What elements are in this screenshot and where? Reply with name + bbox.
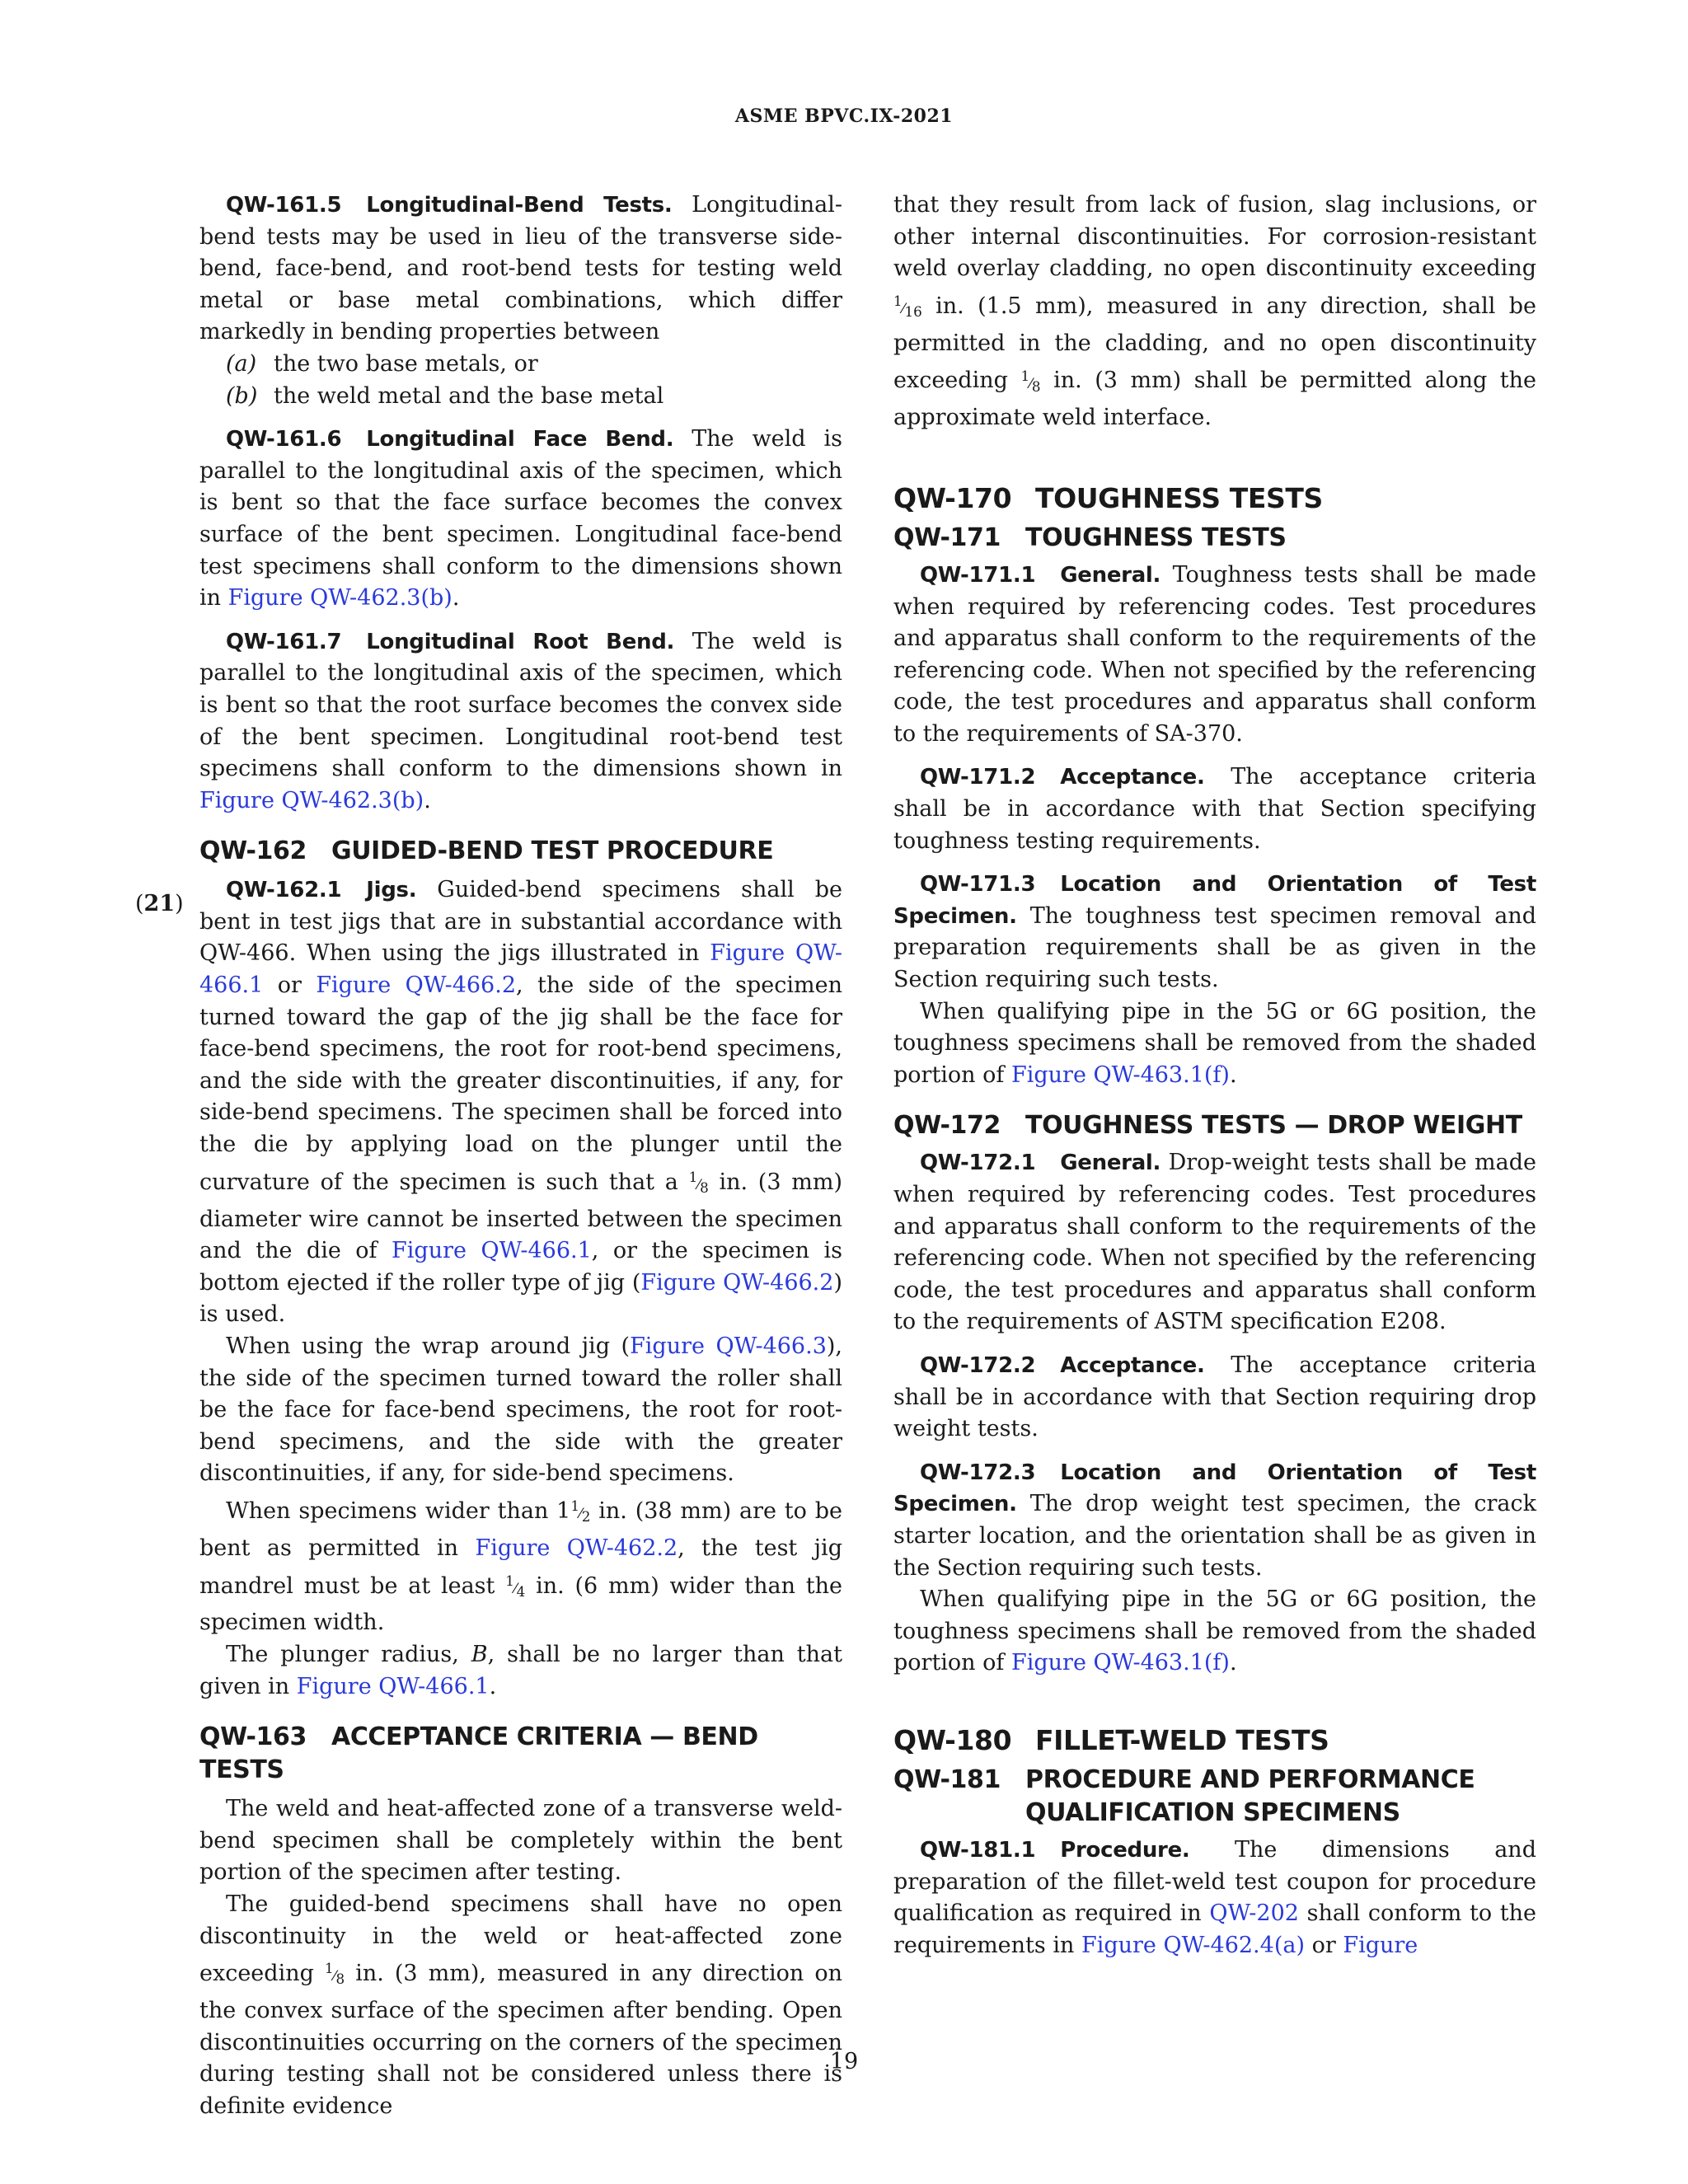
punctuation: . [452, 585, 460, 612]
fraction-denominator: 8 [335, 1971, 345, 1988]
list-item [199, 349, 842, 381]
paragraph-text: that they result from lack of fusion, slag inclusions, or other internal discontinuities. For corrosion-resistant weld overlay cladding, no open discontinuity exceeding [893, 192, 1536, 282]
fraction-numerator: 1 [570, 1497, 579, 1514]
paragraph-text: or [1311, 1932, 1336, 1958]
paragraph-text: When qualifying pipe in the 5G or 6G position, the toughness specimens shall be removed from the shaded portion of [893, 1586, 1536, 1676]
figure-link[interactable]: Figure [1343, 1932, 1418, 1958]
punctuation: . [1229, 1650, 1237, 1676]
figure-link[interactable]: Figure QW-463.1(f) [1011, 1650, 1230, 1676]
list-label: (a) [226, 350, 257, 377]
paragraph-plunger-radius [199, 1639, 842, 1703]
paragraph-text: in. (3 mm) diameter wire cannot be inserted between the specimen and the die of [199, 1169, 842, 1264]
fraction-denominator: 8 [1031, 377, 1041, 395]
paragraph-qw-162-1 [199, 874, 842, 1331]
list-label: (b) [226, 382, 258, 409]
section-number: QW-172.2 [920, 1352, 1036, 1378]
section-title: Acceptance. [1060, 1352, 1205, 1378]
paragraph-qw-161-6 [199, 424, 842, 615]
paragraph-text: When specimens wider than 1 [226, 1498, 571, 1525]
heading-qw-181 [893, 1764, 1536, 1830]
paragraph-text: The plunger radius, [226, 1642, 459, 1668]
fraction: $^1⁄_{16}$ [893, 292, 922, 321]
heading-code: QW-162 [199, 837, 307, 866]
heading-code: QW-163 [199, 1722, 307, 1752]
paragraph-qw-161-5 [199, 190, 842, 349]
heading-code: QW-171 [893, 523, 1001, 552]
running-header: ASME BPVC.IX-2021 [734, 105, 954, 127]
punctuation: . [424, 787, 431, 813]
fraction-denominator: 4 [516, 1582, 526, 1600]
section-title: Procedure. [1060, 1837, 1190, 1863]
paragraph-wider-specimens [199, 1490, 842, 1639]
fraction-numerator: 1 [505, 1572, 514, 1589]
section-number: QW-171.2 [920, 765, 1036, 790]
figure-link[interactable]: Figure QW-462.3(b) [199, 787, 424, 813]
heading-title: FILLET-WELD TESTS [1035, 1723, 1329, 1756]
paragraph-acceptance-1: The weld and heat-affected zone of a transverse weld-bend specimen shall be completely within the bent portion of the specimen after testing. [199, 1796, 842, 1886]
paragraph-text: The guided-bend specimens shall have no open discontinuity in the weld or heat-affected zone exceeding [199, 1891, 842, 1987]
fraction-numerator: 1 [324, 1960, 334, 1977]
figure-link[interactable]: Figure QW-466.2 [640, 1269, 834, 1296]
section-title: Longitudinal Root Bend. [366, 629, 675, 654]
section-number: QW-162.1 [226, 878, 342, 903]
heading-qw-163 [199, 1721, 842, 1787]
section-title: General. [1060, 562, 1161, 588]
section-title: General. [1060, 1151, 1161, 1176]
fraction: $^1⁄_8$ [688, 1168, 709, 1196]
figure-link[interactable]: Figure QW-466.1 [296, 1673, 490, 1699]
punctuation: . [1229, 1062, 1237, 1088]
section-title: Jigs. [366, 878, 417, 903]
paragraph-qw-172-2 [893, 1350, 1536, 1446]
right-column [893, 190, 1536, 1961]
section-number: QW-172.3 [920, 1460, 1036, 1485]
paragraph-text: The acceptance criteria shall be in accordance with that Section specifying toughness testing requirements. [893, 764, 1536, 854]
revision-margin-note: (21) [135, 891, 184, 916]
heading-title: TOUGHNESS TESTS [1035, 481, 1323, 514]
heading-qw-172 [893, 1109, 1536, 1142]
paragraph-qw-181-1 [893, 1835, 1536, 1961]
paragraph-text: The weld is parallel to the longitudinal axis of the specimen, which is bent so that the face surface becomes the convex surface of the bent specimen. Longitudinal face-bend test specimens shall conform to the dimensions shown in [199, 426, 843, 612]
section-number: QW-161.6 [226, 427, 342, 452]
fraction-numerator: 1 [688, 1168, 698, 1185]
heading-title: GUIDED-BEND TEST PROCEDURE [331, 837, 774, 866]
left-column [199, 190, 842, 2123]
paragraph-text: Toughness tests shall be made when required by referencing codes. Test procedures and apparatus shall conform to the requirements of the referencing code. When not specified by the referencing code, the test procedures and apparatus shall conform to the requirements of SA-370. [893, 561, 1536, 747]
section-title: Longitudinal Face Bend. [366, 427, 674, 452]
section-link[interactable]: QW-202 [1209, 1900, 1299, 1927]
paragraph-text: ) is used. [199, 1269, 842, 1328]
page-number: 19 [829, 2049, 859, 2074]
paragraph-text: Drop-weight tests shall be made when required by referencing codes. Test procedures and apparatus shall conform to the requirements of the referencing code. When not specified by the referencing code, the test procedures and apparatus shall conform to the requirements of ASTM specification E208. [893, 1150, 1536, 1335]
paragraph-text: Guided-bend specimens shall be bent in test jigs that are in substantial accordance with QW-466. When using the jigs illustrated in [199, 877, 842, 967]
heading-code: QW-180 [893, 1723, 1012, 1756]
paragraph-text: The toughness test specimen removal and preparation requirements shall be as given in the Section requiring such tests. [893, 902, 1536, 993]
fraction-numerator: 1 [1020, 367, 1030, 384]
punctuation: . [489, 1673, 497, 1699]
heading-qw-180 [893, 1722, 1536, 1759]
list-text: the weld metal and the base metal [274, 382, 664, 409]
section-title: Location and Orientation of Test Specimen. [893, 872, 1536, 929]
heading-code: QW-181 [893, 1765, 1001, 1794]
section-title: Longitudinal-Bend Tests. [366, 193, 673, 218]
paragraph-text: , the side of the specimen turned toward the gap of the jig shall be the face for face-bend specimens, the root for root-bend specimens, and the side with the greater discontinuities, if any, for side-bend specimens. The specimen shall be forced into the die by applying load on the plunger until the curvature of the specimen is such that a [199, 972, 842, 1195]
list-item [199, 381, 842, 413]
fraction-numerator: 1 [893, 292, 903, 309]
fraction-denominator: 2 [581, 1508, 591, 1526]
figure-link[interactable]: Figure QW-462.2 [475, 1535, 678, 1561]
heading-title: TOUGHNESS TESTS — DROP WEIGHT [1025, 1111, 1522, 1141]
figure-link[interactable]: Figure QW-466.1 [392, 1238, 592, 1264]
section-number: QW-161.7 [226, 629, 342, 654]
figure-link[interactable]: Figure QW-462.3(b) [227, 585, 452, 612]
heading-title: PROCEDURE AND PERFORMANCE QUALIFICATION SPECIMENS [1025, 1765, 1475, 1827]
paragraph-qw-161-7 [199, 626, 842, 818]
paragraph-text: The weld is parallel to the longitudinal axis of the specimen, which is bent so that the root surface becomes the convex side of the bent specimen. Longitudinal root-bend test specimens shall conform to the dimensions shown in [199, 628, 842, 782]
paragraph-text: , shall be no larger than that given in [199, 1642, 842, 1699]
section-number: QW-161.5 [226, 193, 342, 218]
section-number: QW-181.1 [920, 1837, 1036, 1863]
fraction: $^1⁄_4$ [505, 1572, 526, 1600]
paragraph-text: Longitudinal-bend tests may be used in lieu of the transverse side-bend, face-bend, and root-bend tests for testing weld metal or base metal combinations, which differ markedly in bending properties between [199, 192, 842, 345]
heading-title: ACCEPTANCE CRITERIA — BEND TESTS [199, 1722, 758, 1785]
revision-number: 21 [143, 891, 176, 916]
paragraph-acceptance-2 [199, 1889, 842, 2123]
paragraph-qw-172-1 [893, 1147, 1536, 1338]
variable: B [471, 1642, 488, 1668]
paragraph-5g-6g-drop-weight [893, 1584, 1536, 1680]
paragraph-text: in. (6 mm) wider than the specimen width. [199, 1572, 842, 1636]
heading-code: QW-170 [893, 481, 1012, 514]
heading-qw-171 [893, 522, 1536, 555]
paragraph-text: When using the wrap around jig ( [226, 1333, 631, 1359]
figure-link[interactable]: Figure QW-466.1 [199, 940, 842, 999]
paragraph-text: shall conform to the requirements in [893, 1900, 1536, 1958]
paragraph-qw-171-2 [893, 762, 1536, 857]
paragraph-text: in. (38 mm) are to be bent as permitted in [199, 1498, 842, 1561]
heading-code: QW-172 [893, 1111, 1001, 1141]
paragraph-continued [893, 190, 1536, 434]
paragraph-text: The acceptance criteria shall be in accordance with that Section requiring drop weight tests. [893, 1352, 1536, 1442]
fraction: $^1⁄_2$ [570, 1497, 591, 1526]
fraction: $^1⁄_8$ [324, 1960, 345, 1988]
paragraph-wrap-jig [199, 1331, 842, 1490]
list-text: the two base metals, or [274, 350, 538, 377]
paragraph-text: or [277, 972, 302, 999]
paragraph-qw-171-3 [893, 869, 1536, 996]
section-number: QW-171.3 [920, 872, 1036, 898]
paragraph-text: The dimensions and preparation of the fillet-weld test coupon for procedure qualification as required in [893, 1836, 1536, 1927]
section-number: QW-171.1 [920, 562, 1036, 588]
paragraph-text: ), the side of the specimen turned toward the roller shall be the face for face-bend specimens, the root for root-bend specimens, and the side with the greater discontinuities, if any, for side-bend specimens. [199, 1333, 842, 1487]
figure-link[interactable]: Figure QW-466.3 [630, 1333, 827, 1359]
section-title: Acceptance. [1060, 765, 1205, 790]
paragraph-text: , the test jig mandrel must be at least [199, 1535, 842, 1599]
paragraph-text: The drop weight test specimen, the crack starter location, and the orientation shall be as given in the Section requiring such tests. [893, 1491, 1536, 1581]
fraction-denominator: 8 [700, 1179, 709, 1196]
paragraph-text: , or the specimen is bottom ejected if the roller type of jig ( [199, 1238, 842, 1296]
figure-link[interactable]: Figure QW-466.2 [316, 972, 517, 999]
heading-title: TOUGHNESS TESTS [1025, 523, 1287, 552]
paragraph-qw-171-1 [893, 560, 1536, 751]
paragraph-5g-6g-toughness [893, 996, 1536, 1092]
paragraph-text: in. (1.5 mm), measured in any direction, shall be permitted in the cladding, and no open discontinuity exceeding [893, 293, 1536, 394]
paragraph-text: When qualifying pipe in the 5G or 6G position, the toughness specimens shall be removed from the shaded portion of [893, 998, 1536, 1088]
figure-link[interactable]: Figure QW-462.4(a) [1081, 1932, 1305, 1958]
paragraph-text: in. (3 mm) shall be permitted along the approximate weld interface. [893, 368, 1536, 431]
fraction-denominator: 16 [904, 303, 922, 321]
heading-qw-170 [893, 480, 1536, 517]
section-title: Location and Orientation of Test Specimen. [893, 1460, 1536, 1517]
paragraph-qw-172-3 [893, 1457, 1536, 1584]
figure-link[interactable]: Figure QW-463.1(f) [1011, 1062, 1230, 1088]
paragraph-text: in. (3 mm), measured in any direction on the convex surface of the specimen after bending. Open discontinuities occurring on the corners of the specimen during testing shall not be considered unless there is definite evidence [199, 1961, 842, 2119]
heading-qw-162 [199, 835, 842, 868]
fraction: $^1⁄_8$ [1020, 367, 1041, 395]
section-number: QW-172.1 [920, 1151, 1036, 1176]
